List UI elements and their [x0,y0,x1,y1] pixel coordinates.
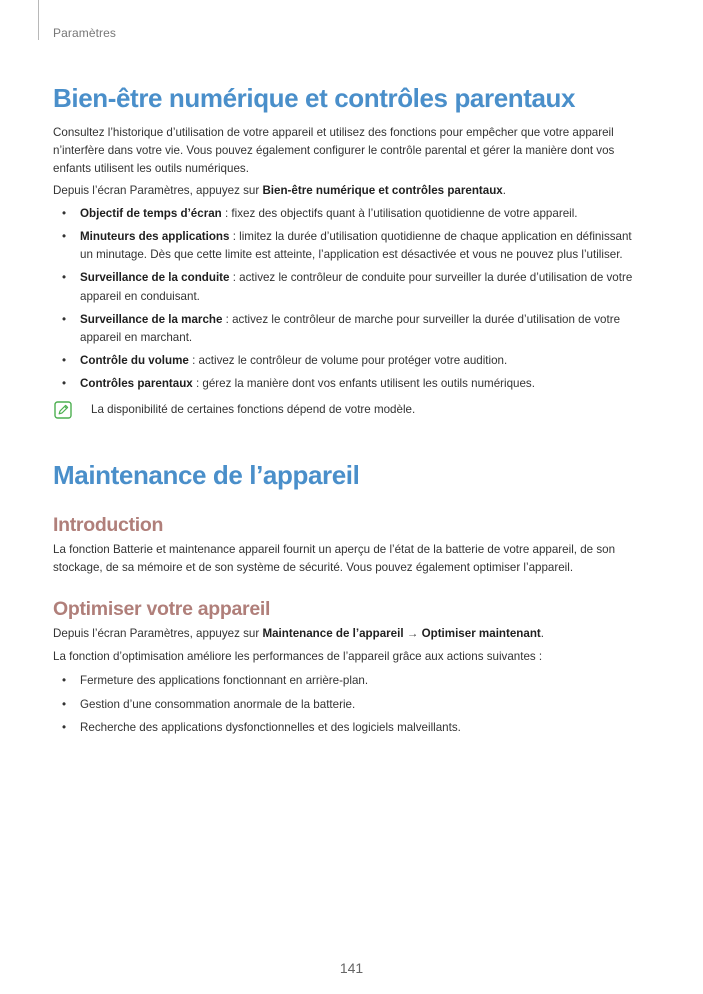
maintenance-intro: La fonction Batterie et maintenance appareil fournit un aperçu de l’état de la batterie de votre appareil, de son stockage, de sa mémoire et de son système de sécurité. Vous pouvez également optimiser l’appareil. [53,542,616,574]
optimize-now-label: Optimiser maintenant [421,627,541,641]
subsection-title-introduction: Introduction [53,513,164,536]
section-title-device-maintenance: Maintenance de l’appareil [53,459,360,490]
optimize-description: La fonction d’optimisation améliore les performances de l’appareil grâce aux actions suivantes : [53,650,543,664]
availability-note-text: La disponibilité de certaines fonctions dépend de votre modèle. [91,402,416,416]
optimize-actions-list [53,672,645,737]
subsection-title-optimize: Optimiser votre appareil [53,598,271,621]
section-label: Paramètres [53,26,117,40]
optimize-path: Depuis l’écran Paramètres, appuyez sur Maintenance de l’appareil → Optimiser maintenant. [53,627,545,641]
feature-item-parental-controls: • Contrôles parentaux : gérez la manière dont vos enfants utilisent les outils numériques. [53,375,645,393]
feature-item-walking-monitor: • Surveillance de la marche : activez le contrôleur de marche pour surveiller la durée d’utilisation de votre appareil en marchant. [53,311,645,347]
feature-item-app-timers: • Minuteurs des applications : limitez la durée d’utilisation quotidienne de chaque application en définissant un minutage. Dès que cette limite est atteinte, l’application est désactivée et vous ne pouvez plus l’utiliser. [53,228,645,264]
maintenance-menu-name: Maintenance de l’appareil [262,627,404,641]
section-title-digital-wellbeing: Bien-être numérique et contrôles parentaux [53,83,576,113]
action-item: • Fermeture des applications fonctionnant en arrière-plan. [53,672,645,690]
digital-wellbeing-intro: Consultez l’historique d’utilisation de votre appareil et utilisez des fonctions pour empêcher que votre appareil n’interfère dans votre vie. Vous pouvez également configurer le contrôle parental et gérer la manière dont vos enfants utilisent les outils numériques. [53,126,615,176]
action-item: • Gestion d’une consommation anormale de la batterie. [53,696,645,714]
feature-item-volume-monitor: • Contrôle du volume : activez le contrôleur de volume pour protéger votre audition. [53,352,645,370]
page-number: 141 [339,960,364,976]
action-item: • Recherche des applications dysfonctionnelles et des logiciels malveillants. [53,719,645,737]
page-content [53,82,645,737]
feature-list [53,205,645,394]
feature-item-driving-monitor: • Surveillance de la conduite : activez le contrôleur de conduite pour surveiller la durée d’utilisation de votre appareil en conduisant. [53,269,645,305]
availability-note [53,401,645,419]
header-rule [38,0,39,40]
note-pencil-icon [54,401,72,419]
digital-wellbeing-path: Depuis l’écran Paramètres, appuyez sur Bien-être numérique et contrôles parentaux. [53,183,506,197]
digital-wellbeing-menu-name: Bien-être numérique et contrôles parentaux [262,183,503,197]
feature-item-screen-time: • Objectif de temps d’écran : fixez des objectifs quant à l’utilisation quotidienne de votre appareil. [53,205,645,223]
